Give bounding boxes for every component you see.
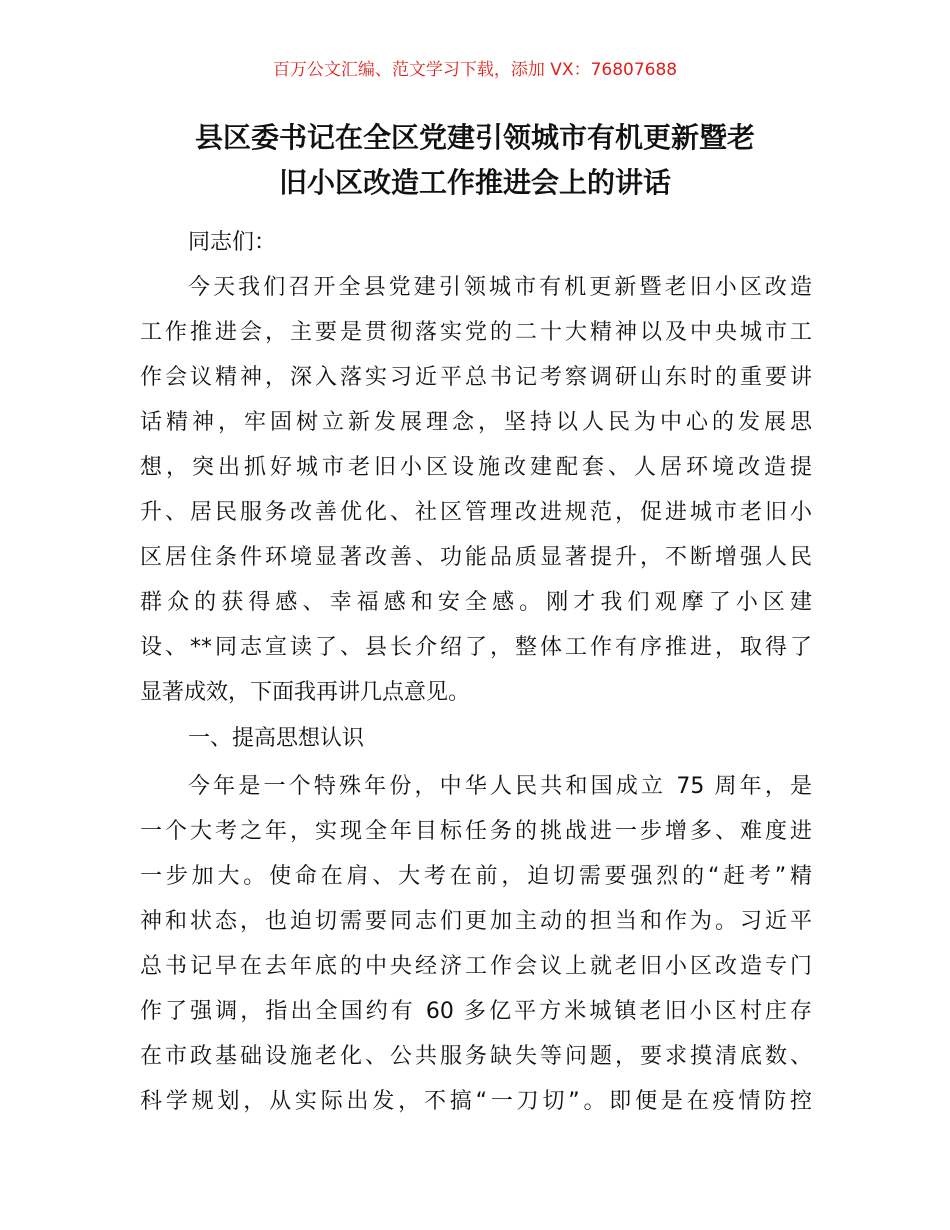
paragraph-1-line: 显著成效，下面我再讲几点意见。 (140, 680, 471, 705)
paragraph-2-line: 神和状态，也迫切需要同志们更加主动的担当和作为。习近平 (140, 909, 812, 934)
paragraph-1-line: 工作推进会，主要是贯彻落实党的二十大精神以及中央城市工 (140, 320, 812, 345)
section-heading-1: 一、提高思想认识 (188, 726, 365, 751)
document-title-line-1: 县区委书记在全区党建引领城市有机更新暨老 (194, 121, 755, 154)
paragraph-2-line: 一个大考之年，实现全年目标任务的挑战进一步增多、难度进 (140, 819, 812, 844)
paragraph-1-line: 作会议精神，深入落实习近平总书记考察调研山东时的重要讲 (140, 365, 812, 390)
paragraph-1-line: 设、**同志宣读了、县长介绍了，整体工作有序推进，取得了 (140, 635, 812, 660)
paragraph-2-line: 一步加大。使命在肩、大考在前，迫切需要强烈的“赶考”精 (140, 864, 812, 889)
paragraph-2-line: 总书记早在去年底的中央经济工作会议上就老旧小区改造专门 (140, 954, 812, 979)
paragraph-2-line: 在市政基础设施老化、公共服务缺失等问题，要求摸清底数、 (140, 1044, 812, 1069)
paragraph-1-line: 群众的获得感、幸福感和安全感。刚才我们观摩了小区建 (140, 590, 812, 615)
paragraph-1-line: 今天我们召开全县党建引领城市有机更新暨老旧小区改造 (188, 275, 812, 300)
document-title-line-2: 旧小区改造工作推进会上的讲话 (278, 166, 671, 199)
paragraph-1-line: 区居住条件环境显著改善、功能品质显著提升，不断增强人民 (140, 545, 812, 570)
salutation: 同志们： (188, 230, 277, 255)
paragraph-2-line: 科学规划，从实际出发，不搞“一刀切”。即便是在疫情防控 (140, 1089, 812, 1114)
paragraph-1-line: 想，突出抓好城市老旧小区设施改建配套、人居环境改造提 (140, 455, 812, 480)
paragraph-1-line: 升、居民服务改善优化、社区管理改进规范，促进城市老旧小 (140, 500, 812, 525)
paragraph-2-line: 今年是一个特殊年份，中华人民共和国成立 75 周年，是 (188, 774, 812, 799)
paragraph-2-line: 作了强调，指出全国约有 60 多亿平方米城镇老旧小区村庄存 (140, 999, 812, 1024)
header-watermark-note: 百万公文汇编、范文学习下载，添加 VX：76807688 (272, 60, 678, 80)
paragraph-1-line: 话精神，牢固树立新发展理念，坚持以人民为中心的发展思 (140, 410, 812, 435)
